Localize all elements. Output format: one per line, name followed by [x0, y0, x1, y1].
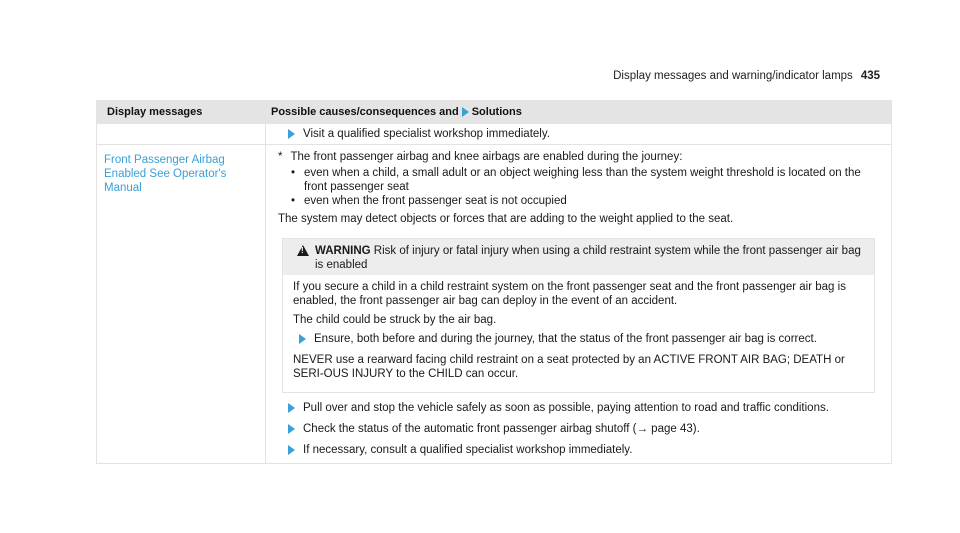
warning-body	[283, 275, 874, 392]
warning-box	[282, 238, 875, 393]
bullet-icon: •	[290, 167, 296, 179]
step-text: Pull over and stop the vehicle safely as soon as possible, paying attention to road and traffic conditions.	[303, 402, 829, 414]
running-header	[613, 70, 880, 82]
step-text: Visit a qualified specialist workshop immediately.	[303, 128, 550, 140]
warning-title: Risk of injury or fatal injury when using a child restraint system while the front passenger air bag is enabled	[315, 245, 861, 271]
warning-step	[299, 332, 864, 346]
solution-step	[288, 401, 881, 415]
table-header	[97, 101, 891, 123]
system-note: The system may detect objects or forces that are adding to the weight applied to the seat.	[278, 213, 734, 225]
row2-solution-cell	[265, 145, 891, 463]
list-item-text: even when the front passenger seat is not occupied	[304, 195, 567, 207]
intro-text	[278, 150, 881, 164]
warning-body-text-1: If you secure a child in a child restraint system on the front passenger seat and the front passenger air bag is enabled, the front passenger air bag can deploy in the event of an accident.	[293, 281, 846, 307]
arrow-right-icon	[288, 403, 295, 413]
list-item-text: even when a child, a small adult or an object weighing less than the system weight threshold is located on the front passenger seat	[304, 167, 861, 193]
arrow-right-icon	[299, 334, 306, 344]
row2-message-cell	[97, 145, 265, 463]
row1-solution-cell	[265, 124, 891, 144]
warning-body-text-3: NEVER use a rearward facing child restraint on a seat protected by an ACTIVE FRONT AIR BAG; DEATH or SERI-OUS INJURY to the CHILD can occur.	[293, 354, 845, 380]
arrow-right-icon	[288, 445, 295, 455]
solution-step	[288, 422, 881, 436]
solution-step	[288, 443, 881, 457]
step-text: If necessary, consult a qualified specialist workshop immediately.	[303, 444, 633, 456]
warning-triangle-icon	[297, 245, 309, 256]
display-messages-table	[96, 100, 892, 464]
running-header-title: Display messages and warning/indicator lamps	[613, 70, 853, 82]
table-row	[97, 144, 891, 463]
col-header-causes-text: Possible causes/consequences and	[271, 106, 459, 118]
step-text: Check the status of the automatic front passenger airbag shutoff (→ page 43).	[303, 423, 700, 435]
arrow-right-icon	[288, 129, 295, 139]
page-number: 435	[860, 70, 880, 82]
solution-step	[288, 127, 881, 141]
bullet-icon: •	[290, 195, 296, 207]
message-front-passenger-airbag-link[interactable]: Front Passenger Airbag Enabled See Operator's Manual	[104, 154, 227, 194]
intro-text-content: The front passenger airbag and knee airbags are enabled during the journey:	[290, 151, 683, 163]
warning-text	[315, 244, 866, 272]
cause-list	[290, 166, 881, 208]
arrow-right-icon	[288, 424, 295, 434]
col-header-causes	[265, 106, 891, 118]
col-header-solutions-text: Solutions	[471, 106, 522, 118]
col-header-display-messages: Display messages	[107, 106, 203, 118]
footnote-marker: *	[278, 151, 283, 163]
table-row	[97, 123, 891, 144]
warning-label: WARNING	[315, 245, 371, 257]
warning-body-text-2: The child could be struck by the air bag.	[293, 314, 497, 326]
arrow-right-icon	[462, 107, 469, 117]
warning-header	[283, 239, 874, 275]
step-text: Ensure, both before and during the journey, that the status of the front passenger air bag is correct.	[314, 333, 817, 345]
list-item	[290, 194, 881, 208]
list-item	[290, 166, 881, 194]
row1-message-cell	[97, 124, 265, 144]
